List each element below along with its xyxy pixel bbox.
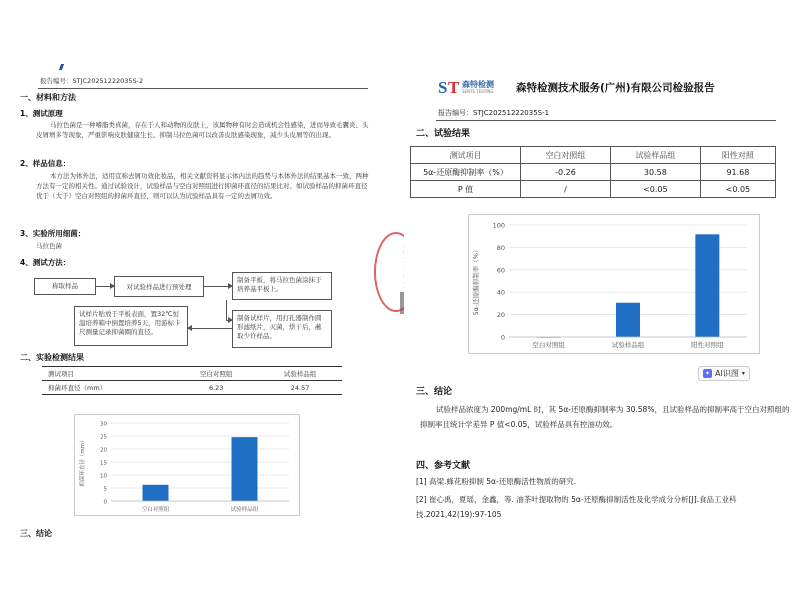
y-tick-label: 80: [496, 243, 505, 252]
inhibition-table: [42, 366, 342, 395]
y-tick-label: 30: [100, 421, 107, 428]
reference-1: [1] 高梁.蜂花粉抑制 5α-还原酶活性物质的研究.: [416, 477, 577, 486]
y-axis-label: 5α-还原酶抑制率（%）: [472, 246, 480, 316]
x-tick-label: 试验样品组: [611, 341, 645, 349]
logo-subtext: SENTE TESTING: [462, 89, 494, 94]
bacteria-text: 马拉色菌: [36, 242, 62, 250]
svg-text:S: S: [438, 78, 448, 96]
col-header-item: 测试项目: [411, 147, 521, 164]
cell-blank: 6.23: [208, 383, 224, 392]
section-references-title: 四、参考文献: [416, 461, 471, 471]
svg-text:T: T: [448, 78, 460, 96]
reference-2: [2] 崔心禹，夏瑶，金鑫，等. 油茶叶提取物的 5α-还原酶抑制活性及化学成分分析[J].食品工业科技.2021,42(19):97-105: [416, 495, 737, 519]
flow-step-pretreat: 对试验样品进行预处理: [114, 276, 204, 297]
cell-blank: /: [521, 181, 611, 198]
bar: [143, 485, 169, 501]
cell-positive: 91.68: [700, 164, 775, 181]
enzyme-chart-frame: [468, 214, 760, 354]
cell-sample: <0.05: [610, 181, 700, 198]
col-header-blank: 空白对照组: [199, 370, 233, 378]
flow-arrow-4: [188, 328, 232, 329]
report-number: 报告编号：STJC20251222035S-2: [40, 77, 144, 85]
flow-step-disc: 制备试样片，用打孔器制作圆形滤纸片，灭菌，烘干后，蘸取少许样品。: [232, 310, 332, 348]
flow-arrow-1: [96, 286, 114, 287]
x-tick-label: 阳性对照组: [691, 341, 724, 349]
section-conclusion-title: 三、结论: [20, 529, 52, 538]
conclusion-text: 试验样品浓度为 200mg/mL 时，其 5α-还原酶抑制率为 30.58%，且试验样品的抑制率高于空白对照组的抑制率且统计学差异 P 值<0.05，试验样品具有控油功效。: [420, 405, 790, 429]
y-tick-label: 20: [100, 447, 107, 454]
header-rule: [38, 88, 368, 89]
y-tick-label: 40: [496, 288, 505, 297]
flow-step-plate: 制备平板，将马拉色菌涂抹于培养基平板上。: [232, 272, 332, 300]
header-rule-right: [436, 120, 776, 121]
section-results-title-right: 二、试验结果: [416, 129, 471, 139]
logo-st-icon: [438, 78, 460, 96]
flow-arrow-2: [204, 286, 232, 287]
report-number-right: 报告编号：STJC20251222035S-1: [438, 109, 550, 117]
y-tick-label: 5: [103, 486, 107, 493]
col-header-sample: 试验样品组: [610, 147, 700, 164]
sub-bacteria-title: 3、实验所用细菌：: [20, 229, 86, 238]
col-header-item: 测试项目: [48, 370, 74, 378]
y-tick-label: 15: [100, 460, 107, 467]
y-tick-label: 20: [496, 311, 505, 320]
ai-recognize-button[interactable]: [698, 366, 750, 381]
section-materials-title: 一、材料和方法: [20, 93, 76, 102]
company-logo: [438, 78, 508, 98]
sub-principle-title: 1、测试原理: [20, 109, 63, 118]
sub-sample-title: 2、样品信息：: [20, 159, 71, 168]
report-title: 森特检测技术服务(广州)有限公司检验报告: [516, 82, 715, 94]
cell-positive: <0.05: [700, 181, 775, 198]
inhibition-chart-frame: [74, 414, 300, 516]
chevron-down-icon: ▾: [741, 370, 745, 377]
cell-blank: -0.26: [521, 164, 611, 181]
enzyme-bar-chart: [469, 215, 761, 355]
table-row: [411, 181, 776, 198]
col-header-sample: 试验样品组: [283, 370, 317, 378]
bar: [695, 234, 719, 337]
section-conclusion-title-right: 三、结论: [416, 387, 453, 397]
y-tick-label: 25: [100, 434, 107, 441]
ai-label: AI识图: [715, 369, 739, 378]
y-tick-label: 10: [100, 473, 107, 480]
flow-connector-v: [226, 300, 227, 320]
cell-sample: 24.57: [290, 383, 310, 392]
enzyme-table: [410, 146, 776, 198]
table-row: [411, 164, 776, 181]
y-tick-label: 0: [103, 499, 107, 506]
ai-icon: ✦: [704, 370, 711, 377]
bar: [616, 303, 640, 337]
section-results-title: 二、实验检测结果: [20, 353, 84, 362]
report-page-1: [404, 0, 800, 600]
sample-text: 本方法为体外法，适用宣称去屑功效化妆品，相关文献资料显示体内法的趋势与本体外法的结果基本一致，两种方法有一定的相关性。通过试验设计，试验样品与空白对照组进行抑菌环直径的结果比对。如试验样品的抑菌环直径优于（大于）空白对照组的抑菌环直径，则可以认为试验样品具有一定的去屑功效。: [36, 172, 369, 200]
cell-item: 5α-还原酶抑制率（%）: [411, 164, 521, 181]
flow-step-incubate: 试样片贴放于平板表面，置32℃恒温培养箱中倒置培养5天，用游标卡尺测量记录抑菌圈的直径。: [74, 306, 188, 346]
y-axis-label: 抑菌环直径（mm）: [80, 437, 86, 487]
flow-step-weigh: 称取样品: [34, 278, 96, 295]
sub-method-title: 4、测试方法：: [20, 258, 71, 267]
logo-text: 森特检测: [462, 80, 494, 89]
cell-sample: 30.58: [610, 164, 700, 181]
principle-text: 马拉色菌是一种嗜脂类真菌，存在于人和动物的皮肤上，该属物种有时会造成机会性感染，进而导致毛囊炎、头皮屑增多等现象，严重影响皮肤健康生长。抑制马拉色菌可以改善皮肤感染现象，减少头皮屑等的出现。: [36, 121, 369, 139]
bar: [232, 437, 258, 501]
y-tick-label: 100: [492, 221, 505, 230]
y-tick-label: 60: [496, 266, 505, 275]
x-tick-label: 试验样品组: [230, 507, 259, 513]
inhibition-bar-chart: [75, 415, 301, 517]
x-tick-label: 空白对照组: [532, 341, 565, 349]
x-tick-label: 空白对照组: [141, 507, 170, 513]
col-header-blank: 空白对照组: [521, 147, 611, 164]
blue-mark-icon: [59, 64, 64, 70]
col-header-positive: 阳性对照: [700, 147, 775, 164]
cell-item: P 值: [411, 181, 521, 198]
cell-item: 抑菌环直径（mm）: [48, 384, 107, 392]
y-tick-label: 0: [500, 333, 505, 342]
table-row: [42, 381, 342, 395]
